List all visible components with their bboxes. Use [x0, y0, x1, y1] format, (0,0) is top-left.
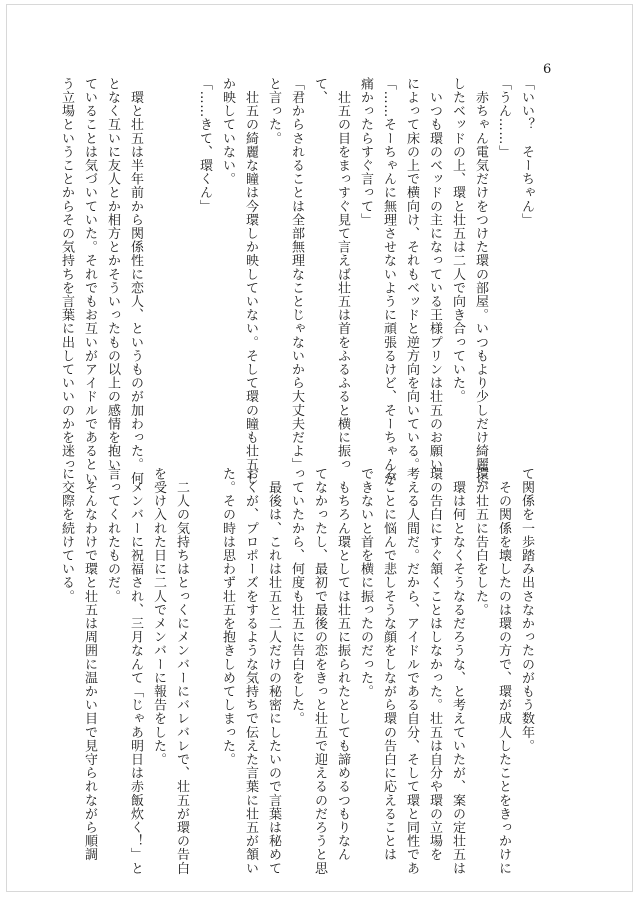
- text-line: て関係を一歩踏み出さなかったのがもう数年。: [519, 467, 534, 753]
- text-line: メンバーに祝福され、三月なんて「じゃあ明日は赤飯炊く！」と: [128, 467, 143, 875]
- text-line: う立場ということからその気持ちを言葉に出していいのかを迷っ: [59, 77, 74, 472]
- blank-line: [147, 77, 170, 457]
- text-line: 痛かったらすぐ言って」: [358, 77, 373, 227]
- text-line: によって床の上で横向け、それもベッドと逆方向を向いている。: [404, 77, 419, 472]
- text-line: て、: [312, 77, 327, 105]
- text-line: た。その時は思わず壮五を抱きしめてしまった。: [220, 467, 235, 767]
- text-line: 赤ちゃん電気だけをつけた環の部屋。いつもより少しだけ綺麗に: [473, 77, 488, 485]
- text-line: もちろん環としては壮五に振られたとしても諦めるつもりなん: [335, 467, 350, 862]
- text-line: 言ってくれたものだ。: [105, 467, 120, 603]
- text-line: 「いい？ そーちゃん」: [519, 77, 534, 227]
- text-line: っていたから、何度も壮五に告白をした。: [289, 467, 304, 726]
- upper-text-block: [59, 77, 538, 485]
- text-line: となく互いに友人とか相方とかそういったもの以上の感情を抱い: [105, 77, 120, 472]
- text-line: その関係を壊したのは環の方で、環が成人したことをきっかけに: [496, 467, 511, 875]
- text-line: 「君からされることは全部無理なことじゃないから大丈夫だよ」: [289, 77, 304, 472]
- text-line: 「……そーちゃんに無理させないように頑張るけど、そーちゃんが: [381, 77, 396, 485]
- text-line: 壮五の目をまっすぐ見て言えば壮五は首をふるふると横に振っ: [335, 77, 350, 472]
- text-line: おくが、プロポーズをするような気持ちで伝えた言葉に壮五が頷い: [243, 467, 258, 875]
- blank-line: [193, 467, 216, 867]
- text-line: 「……きて、環くん」: [197, 77, 212, 213]
- text-line: てなかったし、最初で最後の恋をきっと壮五で迎えるのだろうと思: [312, 467, 327, 875]
- text-line: 「うん……」: [496, 77, 511, 159]
- text-line: 環の告白にすぐ頷くことはしなかった。壮五は自分や環の立場を: [427, 467, 442, 862]
- text-line: と言った。: [266, 77, 281, 145]
- text-line: 考える人間だ。だから、アイドルである自分、そして環と同性であ: [404, 467, 419, 875]
- text-line: 環と壮五は半年前から関係性に恋人、というものが加わった。何: [128, 77, 143, 485]
- text-line: 二人の気持ちはとっくにメンバーにバレバレで、壮五が環の告白: [174, 467, 189, 875]
- blank-line: [170, 77, 193, 457]
- text-line: 最後は、これは壮五と二人だけの秘密にしたいので言葉は秘めて: [266, 467, 281, 875]
- text-line: 環は何となくそうなるだろうな、と考えていたが、案の定壮五は: [450, 467, 465, 875]
- text-line: したベッドの上、環と壮五は二人で向き合っていた。: [450, 77, 465, 404]
- text-line: ていることは気づいていた。それでもお互いがアイドルであるとい: [82, 77, 97, 485]
- text-line: に交際を続けている。: [59, 467, 74, 603]
- text-line: できないと首を横に振ったのだった。: [358, 467, 373, 699]
- text-line: 壮五の綺麗な瞳は今環しか映していない。そして環の瞳も壮五し: [243, 77, 258, 485]
- text-line: そんなわけで環と壮五は周囲に温かい目で見守られながら順調: [82, 467, 97, 862]
- text-line: か映していない。: [220, 77, 235, 186]
- text-line: ることに悩んで悲しそうな顔をしながら環の告白に応えることは: [381, 467, 396, 862]
- page-number: 6: [543, 62, 552, 77]
- page: [6, 4, 633, 892]
- text-line: いつも環のベッドの主になっている王様プリンは壮五のお願い: [427, 77, 442, 472]
- lower-text-block: [59, 467, 538, 875]
- text-line: を受け入れた日に二人でメンバーに報告をした。: [151, 467, 166, 767]
- text-line: 環が壮五に告白をした。: [473, 467, 488, 617]
